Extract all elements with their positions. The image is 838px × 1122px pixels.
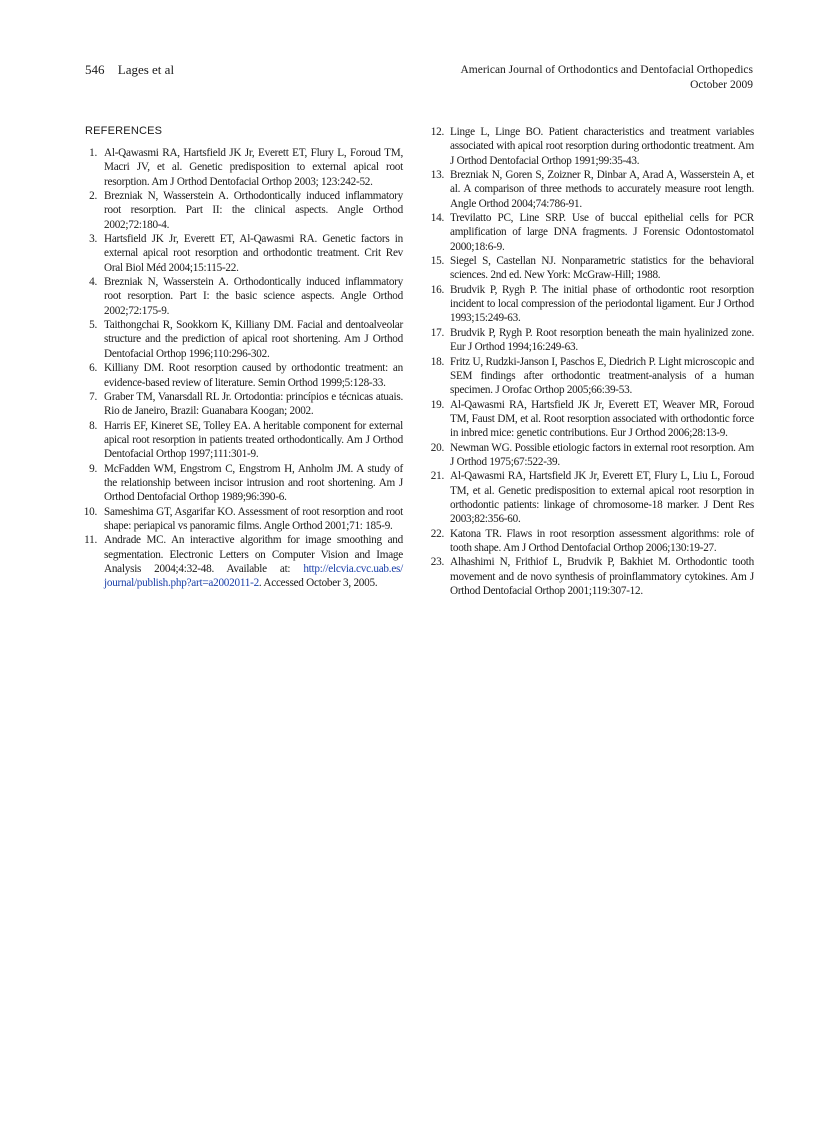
- reference-number: 5.: [89, 319, 97, 332]
- reference-number: 14.: [430, 212, 444, 225]
- reference-text: Alhashimi N, Frithiof L, Brudvik P, Bakhiet M. Orthodontic tooth movement and de novo synthesis of proinflammatory cytokines. Am J Orthod Dentofacial Orthop 2001;119:307-12.: [450, 556, 754, 597]
- reference-number: 9.: [89, 462, 97, 475]
- reference-text: Al-Qawasmi RA, Hartsfield JK Jr, Everett ET, Weaver MR, Foroud TM, Faust DM, et al. Root resorption associated with orthodontic force in inbred mice: genetic contributions. Eur J Orthod 2006;28:13-9.: [450, 398, 754, 440]
- reference-number: 11.: [84, 534, 97, 547]
- reference-text: Fritz U, Rudzki-Janson I, Paschos E, Diedrich P. Light microscopic and SEM findings after orthodontic treatment-analysis of a human specimen. J Orofac Orthop 2005;66:39-53.: [450, 355, 754, 397]
- reference-number: 18.: [430, 355, 444, 368]
- reference-number: 4.: [89, 276, 97, 289]
- running-header-right: [460, 63, 753, 93]
- page-number: 546: [85, 62, 105, 77]
- reference-number: 8.: [89, 419, 97, 432]
- reference-text: Al-Qawasmi RA, Hartsfield JK Jr, Everett ET, Flury L, Liu L, Foroud TM, et al. Genetic predisposition to external apical root resorption in orthodontic patients: linkage of chromosome-18 marker. J Dent Res 2003;82:356-60.: [450, 470, 754, 526]
- reference-item: [85, 462, 403, 505]
- reference-item: [430, 355, 754, 398]
- reference-item: [430, 168, 754, 211]
- reference-number: 15.: [430, 255, 444, 268]
- reference-text: Trevilatto PC, Line SRP. Use of buccal epithelial cells for PCR amplification of large DNA fragments. J Forensic Odontostomatol 2000;18:6-9.: [450, 212, 754, 253]
- reference-text: Killiany DM. Root resorption caused by orthodontic treatment: an evidence-based review of literature. Semin Orthod 1999;5:128-33.: [104, 362, 403, 389]
- reference-item: [430, 555, 754, 598]
- reference-text: Brudvik P, Rygh P. The initial phase of orthodontic root resorption incident to local compression of the periodontal ligament. Eur J Orthod 1993;15:249-63.: [450, 283, 754, 325]
- reference-text: Brezniak N, Goren S, Zoizner R, Dinbar A, Arad A, Wasserstein A, et al. A comparison of three methods to accurately measure root length. Angle Orthod 2004;74:786-91.: [450, 169, 754, 210]
- journal-title: American Journal of Orthodontics and Dentofacial Orthopedics: [460, 64, 753, 76]
- reference-text: Hartsfield JK Jr, Everett ET, Al-Qawasmi RA. Genetic factors in external apical root resorption and orthodontic treatment. Crit Rev Oral Biol Méd 2004;15:115-22.: [104, 233, 403, 274]
- reference-number: 16.: [430, 283, 444, 296]
- reference-text: Siegel S, Castellan NJ. Nonparametric statistics for the behavioral sciences. 2nd ed. New York: McGraw-Hill; 1988.: [450, 255, 754, 282]
- reference-number: 12.: [430, 126, 444, 138]
- reference-text: Andrade MC. An interactive algorithm for image smoothing and segmentation. Electronic Letters on Computer Vision and Image Analysis 2004;4:32-48. Available at:: [104, 534, 403, 575]
- reference-number: 10.: [83, 505, 97, 518]
- running-authors: Lages et al: [117, 62, 175, 77]
- reference-number: 2.: [89, 190, 97, 203]
- reference-item: [85, 390, 403, 419]
- reference-item: [430, 527, 754, 556]
- reference-number: 13.: [430, 169, 444, 182]
- reference-number: 22.: [430, 527, 444, 540]
- reference-text: Graber TM, Vanarsdall RL Jr. Ortodontia: princípios e técnicas atuais. Rio de Janeiro, Brazil: Guanabara Koogan; 2002.: [104, 390, 403, 418]
- issue-date: October 2009: [690, 79, 753, 91]
- references-list-left: [85, 146, 403, 591]
- references-heading: REFERENCES: [85, 125, 163, 137]
- reference-text: Brezniak N, Wasserstein A. Orthodontically induced inflammatory root resorption. Part II: the clinical aspects. Angle Orthod 2002;72:180-4.: [104, 190, 403, 231]
- reference-item: [430, 254, 754, 283]
- reference-number: 21.: [430, 470, 444, 483]
- reference-text: Al-Qawasmi RA, Hartsfield JK Jr, Everett ET, Flury L, Foroud TM, Macri JV, et al. Genetic predisposition to external apical root resorption. Am J Orthod Dentofacial Orthop 2003; 123:242-52.: [104, 147, 403, 188]
- reference-number: 1.: [89, 147, 97, 159]
- reference-item: [430, 441, 754, 470]
- running-header-left: [85, 62, 174, 78]
- reference-item: [430, 125, 754, 168]
- reference-item: [85, 361, 403, 390]
- reference-number: 19.: [430, 398, 444, 411]
- reference-item: [430, 326, 754, 355]
- reference-number: 6.: [89, 362, 97, 375]
- reference-text: McFadden WM, Engstrom C, Engstrom H, Anholm JM. A study of the relationship between incisor intrusion and root shortening. Am J Orthod Dentofacial Orthop 1989;96:390-6.: [104, 462, 403, 504]
- reference-text: Harris EF, Kineret SE, Tolley EA. A heritable component for external apical root resorption in patients treated orthodontically. Am J Orthod Dentofacial Orthop 1997;111:301-9.: [104, 419, 403, 461]
- reference-number: 17.: [430, 326, 444, 339]
- reference-item: [430, 211, 754, 254]
- reference-text: Brezniak N, Wasserstein A. Orthodontically induced inflammatory root resorption. Part I: the basic science aspects. Angle Orthod 2002;72:175-9.: [104, 276, 403, 317]
- reference-text: Linge L, Linge BO. Patient characteristics and treatment variables associated with apical root resorption during orthodontic treatment. Am J Orthod Dentofacial Orthop 1991;99:35-43.: [450, 126, 754, 167]
- reference-number: 3.: [89, 233, 97, 246]
- reference-text: Taithongchai R, Sookkorn K, Killiany DM. Facial and dentoalveolar structure and the prediction of apical root shortening. Am J Orthod Dentofacial Orthop 1996;110:296-302.: [104, 319, 403, 360]
- reference-number: 20.: [430, 441, 444, 454]
- reference-item: [85, 189, 403, 232]
- reference-item: [430, 398, 754, 441]
- reference-item: [85, 533, 403, 590]
- reference-text: Newman WG. Possible etiologic factors in external root resorption. Am J Orthod 1975;67:522-39.: [450, 441, 754, 468]
- reference-number: 23.: [430, 556, 444, 569]
- reference-text: Brudvik P, Rygh P. Root resorption beneath the main hyalinized zone. Eur J Orthod 1994;16:249-63.: [450, 326, 754, 354]
- reference-text: Sameshima GT, Asgarifar KO. Assessment of root resorption and root shape: periapical vs panoramic films. Angle Orthod 2001;71: 185-9.: [104, 505, 403, 532]
- reference-item: [85, 146, 403, 189]
- reference-text-suffix: . Accessed October 3, 2005.: [258, 577, 378, 590]
- references-list-right: [430, 125, 754, 598]
- reference-url-link[interactable]: http://elcvia.cvc.uab.es/journal/publish.php?art=a2002011-2: [104, 562, 403, 590]
- reference-item: [85, 505, 403, 534]
- reference-item: [430, 469, 754, 526]
- reference-item: [430, 283, 754, 326]
- reference-item: [85, 419, 403, 462]
- reference-number: 7.: [89, 390, 97, 403]
- reference-item: [85, 232, 403, 275]
- reference-item: [85, 318, 403, 361]
- reference-item: [85, 275, 403, 318]
- reference-text: Katona TR. Flaws in root resorption assessment algorithms: role of tooth shape. Am J Orthod Dentofacial Orthop 2006;130:19-27.: [450, 527, 754, 554]
